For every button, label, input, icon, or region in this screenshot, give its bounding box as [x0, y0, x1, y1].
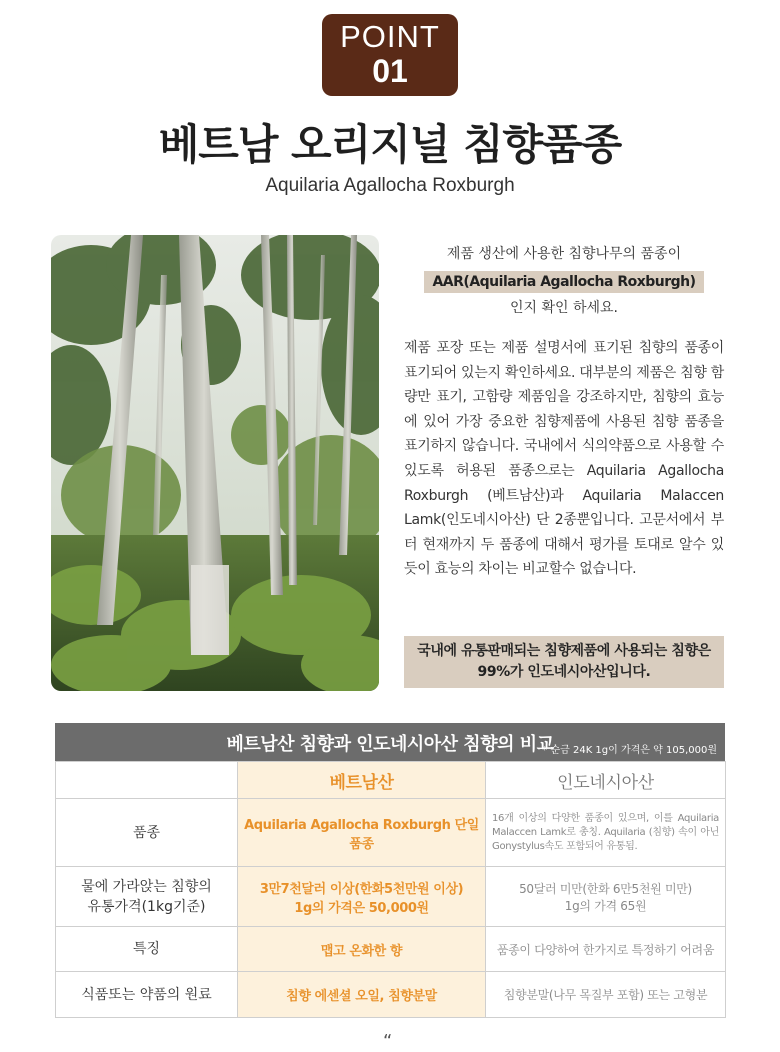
row-label: 품종: [56, 799, 238, 867]
row-label: 식품또는 약품의 원료: [56, 972, 238, 1018]
vn-cell-line: 1g의 가격은 50,000원: [294, 900, 429, 916]
vn-cell-line: 3만7천달러 이상(한화5천만원 이상): [259, 881, 464, 897]
intro-line-1: 제품 생산에 사용한 침향나무의 품종이: [446, 246, 682, 262]
point-number: 01: [372, 53, 408, 89]
id-cell: [486, 867, 726, 927]
table-row: [56, 799, 726, 867]
point-badge: [322, 14, 458, 96]
notice-line-1: 국내에 유통판매되는 침향제품에 사용되는 침향은: [417, 643, 711, 659]
id-cell: 품종이 다양하여 한가지로 특정하기 어려움: [486, 927, 726, 972]
row-label-line: 유통가격(1kg기준): [87, 898, 206, 915]
intro-line-3: 인지 확인 하세요.: [509, 300, 619, 316]
vn-cell: [238, 867, 486, 927]
col-header-indonesia: 인도네시아산: [486, 762, 726, 799]
notice-line-2: 99%가 인도네시아산입니다.: [477, 664, 651, 680]
comparison-title: 베트남산 침향과 인도네시아산 침향의 비교: [226, 734, 554, 755]
body-paragraph: 제품 포장 또는 제품 설명서에 표기된 침향의 품종이 표기되어 있는지 확인하세요. 대부분의 제품은 침향 함량만 표기, 고함량 제품임을 강조하지만, 침향의 효능에 있어 가장 중요한 침향제품에 사용된 침향 품종을 표기하지 않습니다. 국내에서 식의약품으로 사용할 수 있도록 허용된 품종으로는 Aquilaria Agallocha Roxburgh (베트남산)과 Aquilaria Malaccen Lamk(인도네시아산) 단 2종뿐입니다. 고문서에서 부터 현재까지 두 품종에 대해서 평가를 토대로 알수 있듯이 효능의 차이는 비교할수 없습니다.: [404, 340, 724, 578]
col-header-vietnam: 베트남산: [238, 762, 486, 799]
intro-block: [404, 243, 724, 319]
table-row: [56, 762, 726, 799]
row-label: 특징: [56, 927, 238, 972]
id-cell: 침향분말(나무 목질부 포함) 또는 고형분: [486, 972, 726, 1018]
id-cell-line: 50달러 미만(한화 6만5천원 미만): [519, 881, 692, 896]
comparison-table: [55, 761, 726, 1018]
page-subtitle: Aquilaria Agallocha Roxburgh: [265, 175, 515, 196]
id-cell-line: 1g의 가격 65원: [564, 898, 647, 913]
row-label: [56, 867, 238, 927]
table-row: [56, 867, 726, 927]
forest-illustration: [51, 235, 379, 691]
table-row: [56, 972, 726, 1018]
id-cell: 16개 이상의 다양한 품종이 있으며, 이를 Aquilaria Malaccen Lamk로 총칭. Aquilaria (침향) 속이 아닌 Gonystylus속도 포함되어 유통됨.: [486, 799, 726, 867]
page-title: 베트남 오리지널 침향품종: [158, 120, 622, 169]
footer-quote-mark: “: [383, 1031, 393, 1052]
point-label: POINT: [340, 19, 440, 54]
agarwood-forest-photo: [51, 235, 379, 691]
species-highlight: AAR(Aquilaria Agallocha Roxburgh): [424, 271, 703, 293]
table-row: [56, 927, 726, 972]
vn-cell: 침향 에센셜 오일, 침향분말: [238, 972, 486, 1018]
vn-cell: Aquilaria Agallocha Roxburgh 단일품종: [238, 799, 486, 867]
vn-cell: 맵고 온화한 향: [238, 927, 486, 972]
empty-header-cell: [56, 762, 238, 799]
comparison-table-header: [55, 723, 725, 761]
notice-box: [404, 636, 724, 688]
row-label-line: 물에 가라앉는 침향의: [81, 878, 212, 895]
gold-price-note: * 순금 24K 1g이 가격은 약 105,000원: [542, 745, 717, 756]
